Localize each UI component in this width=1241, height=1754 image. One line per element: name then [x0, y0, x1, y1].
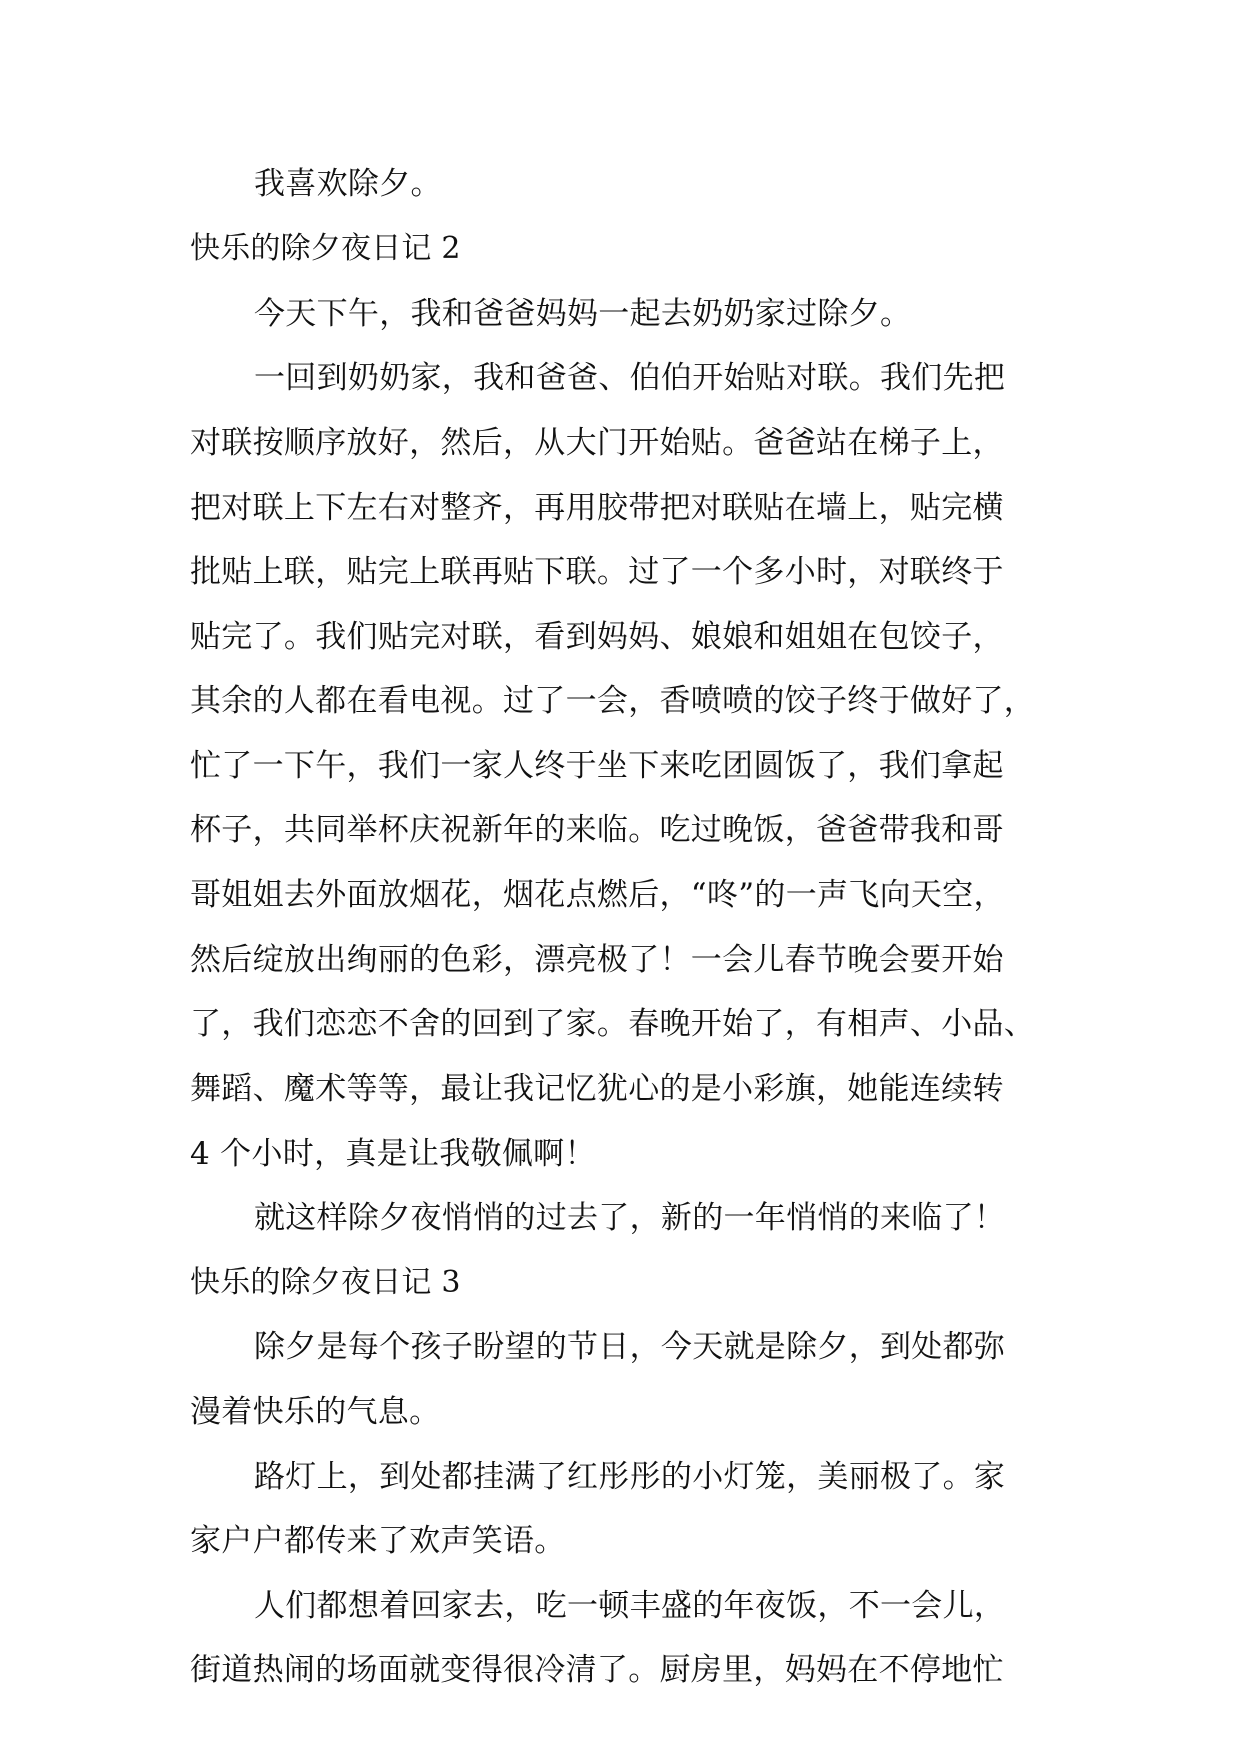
paragraph-line: 对联按顺序放好，然后，从大门开始贴。爸爸站在梯子上，: [190, 425, 1004, 461]
paragraph-line: 了，我们恋恋不舍的回到了家。春晚开始了，有相声、小品、: [190, 1006, 1036, 1042]
paragraph-line: 今天下午，我和爸爸妈妈一起去奶奶家过除夕。: [254, 296, 912, 332]
paragraph-line: 舞蹈、魔术等等，最让我记忆犹心的是小彩旗，她能连续转: [190, 1071, 1004, 1107]
paragraph-line: 街道热闹的场面就变得很冷清了。厨房里，妈妈在不停地忙: [190, 1652, 1004, 1688]
paragraph-line: 批贴上联，贴完上联再贴下联。过了一个多小时，对联终于: [190, 554, 1004, 590]
paragraph-line: 除夕是每个孩子盼望的节日，今天就是除夕，到处都弥: [254, 1329, 1006, 1365]
paragraph-line: 然后绽放出绚丽的色彩，漂亮极了！一会儿春节晚会要开始: [190, 942, 1004, 978]
paragraph-line: 漫着快乐的气息。: [190, 1394, 441, 1430]
paragraph-line: 路灯上，到处都挂满了红彤彤的小灯笼，美丽极了。家: [254, 1459, 1006, 1495]
paragraph-line: 就这样除夕夜悄悄的过去了，新的一年悄悄的来临了！: [254, 1200, 1006, 1236]
paragraph-line: 人们都想着回家去，吃一顿丰盛的年夜饭，不一会儿，: [254, 1588, 1006, 1624]
paragraph-line: 哥姐姐去外面放烟花，烟花点燃后，“咚”的一声飞向天空，: [190, 877, 1005, 913]
paragraph-line: 杯子，共同举杯庆祝新年的来临。吃过晚饭，爸爸带我和哥: [190, 812, 1004, 848]
paragraph-line: 把对联上下左右对整齐，再用胶带把对联贴在墙上，贴完横: [190, 490, 1004, 526]
paragraph-line: 4 个小时，真是让我敬佩啊！: [190, 1136, 596, 1172]
paragraph-line: 贴完了。我们贴完对联，看到妈妈、娘娘和姐姐在包饺子，: [190, 619, 1004, 655]
paragraph-line: 其余的人都在看电视。过了一会，香喷喷的饺子终于做好了，: [190, 683, 1036, 719]
paragraph-line: 一回到奶奶家，我和爸爸、伯伯开始贴对联。我们先把: [254, 360, 1006, 396]
paragraph-line: 忙了一下午，我们一家人终于坐下来吃团圆饭了，我们拿起: [190, 748, 1004, 784]
paragraph-line: 我喜欢除夕。: [254, 166, 442, 202]
paragraph-line: 家户户都传来了欢声笑语。: [190, 1523, 566, 1559]
section-heading: 快乐的除夕夜日记 2: [190, 231, 461, 266]
section-heading: 快乐的除夕夜日记 3: [190, 1265, 461, 1300]
